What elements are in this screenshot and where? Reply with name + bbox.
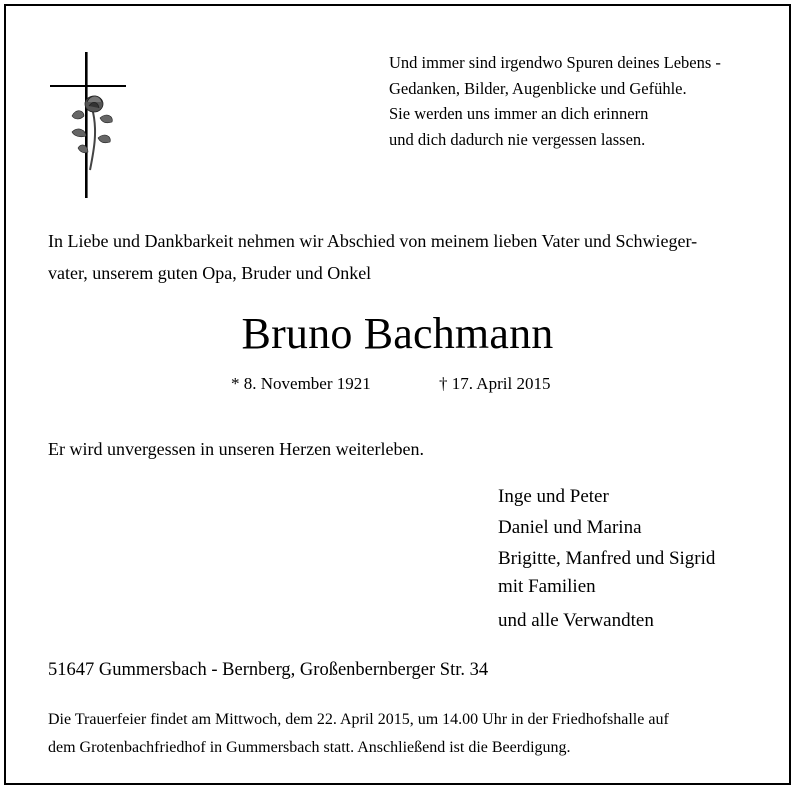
death-date: † 17. April 2015 bbox=[439, 374, 551, 393]
birth-date: * 8. November 1921 bbox=[231, 374, 371, 393]
mourner-line: und alle Verwandten bbox=[498, 610, 654, 631]
intro-line: vater, unserem guten Opa, Bruder und Onkel bbox=[48, 263, 372, 283]
poem-line: Und immer sind irgendwo Spuren deines Lebens - bbox=[389, 53, 721, 72]
poem-line: Gedanken, Bilder, Augenblicke und Gefühle. bbox=[389, 78, 687, 98]
mourner-line: Brigitte, Manfred und Sigrid bbox=[498, 548, 716, 569]
deceased-name: Bruno Bachmann bbox=[241, 309, 554, 358]
intro-line: In Liebe und Dankbarkeit nehmen wir Abschied von meinem lieben Vater und Schwieger- bbox=[48, 231, 698, 251]
poem-line: und dich dadurch nie vergessen lassen. bbox=[389, 129, 646, 149]
ceremony-line: Die Trauerfeier findet am Mittwoch, dem 22. April 2015, um 14.00 Uhr in der Friedhofshalle auf bbox=[48, 711, 669, 728]
mourner-line: mit Familien bbox=[498, 576, 596, 597]
memorial-poem bbox=[389, 50, 721, 152]
remembrance-sentence: Er wird unvergessen in unseren Herzen weiterleben. bbox=[48, 439, 425, 459]
mourner-line: Inge und Peter bbox=[498, 486, 609, 507]
poem-line: Sie werden uns immer an dich erinnern bbox=[389, 104, 649, 123]
mourners-list bbox=[498, 481, 715, 636]
ceremony-line: dem Grotenbachfriedhof in Gummersbach statt. Anschließend ist die Beerdigung. bbox=[48, 739, 571, 756]
obituary-notice bbox=[4, 4, 791, 785]
mourners-address: 51647 Gummersbach - Bernberg, Großenbernberger Str. 34 bbox=[48, 660, 489, 680]
farewell-intro bbox=[48, 225, 697, 289]
cross-with-rose-icon bbox=[48, 50, 128, 200]
mourner-line: Daniel und Marina bbox=[498, 517, 642, 538]
ceremony-info bbox=[48, 706, 669, 762]
